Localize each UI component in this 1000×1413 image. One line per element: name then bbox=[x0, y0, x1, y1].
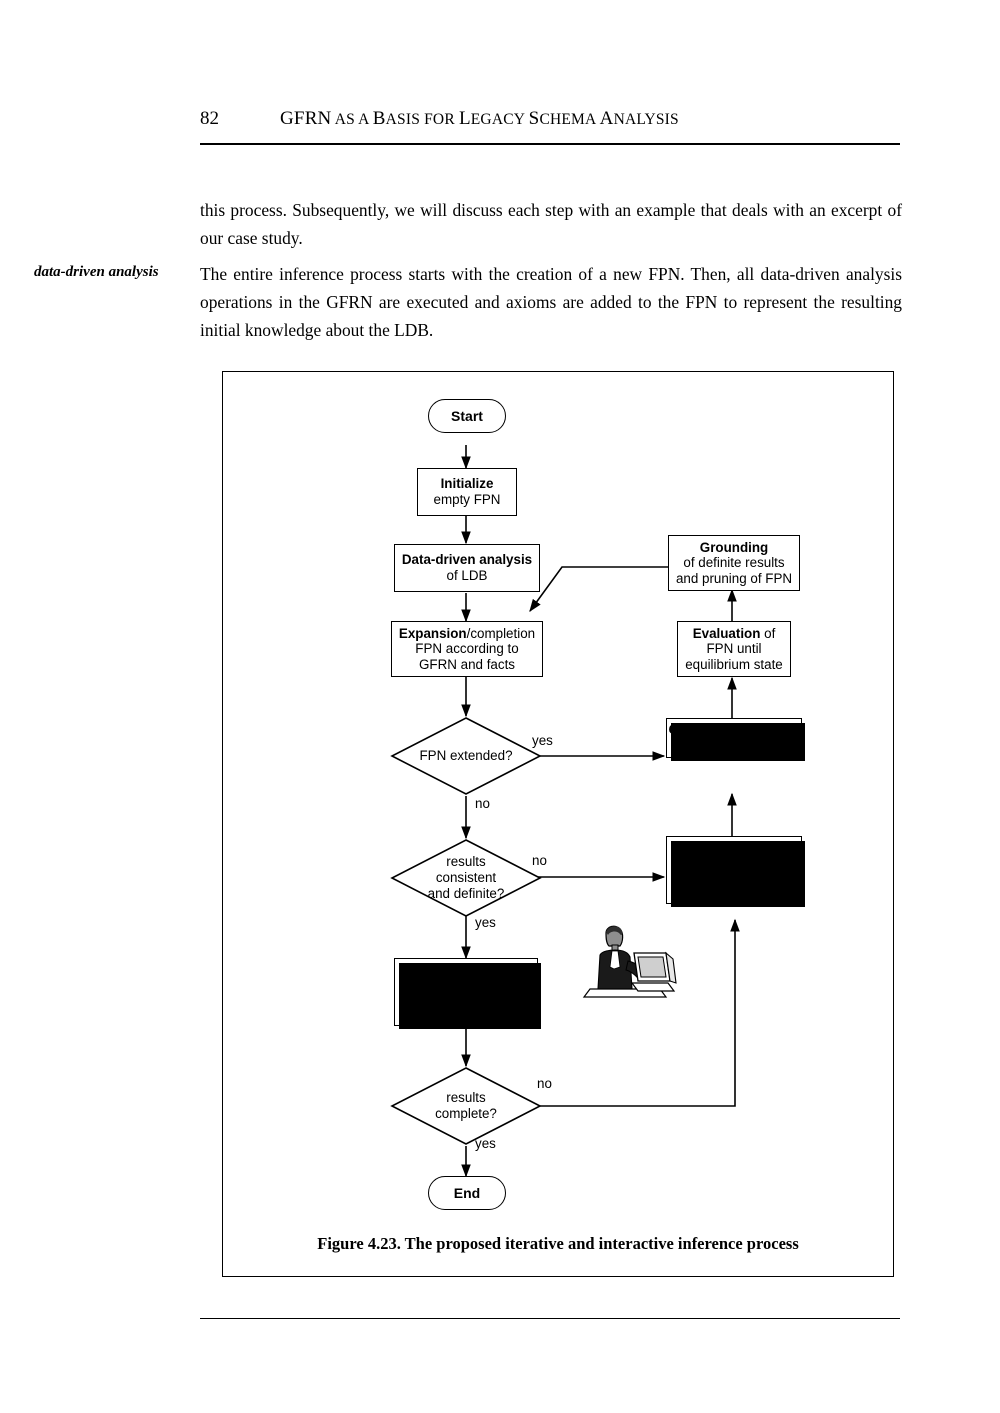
decision-results-complete-label: results complete? bbox=[435, 1090, 497, 1121]
flowchart bbox=[222, 371, 894, 1277]
node-expansion bbox=[391, 621, 543, 677]
node-evaluation bbox=[677, 621, 791, 677]
decision-fpn-extended bbox=[390, 716, 542, 796]
paragraph-inference-process: The entire inference process starts with the creation of a new FPN. Then, all data-driven analysis operations in the GFRN are executed and axioms are added to the FPN to represent the resulting initial knowledge about the LDB. bbox=[200, 264, 902, 340]
decision-results-consistent bbox=[390, 838, 542, 918]
flowchart-connectors bbox=[222, 371, 894, 1277]
node-evaluation-title-rest: of bbox=[760, 625, 776, 641]
node-user-dialog-input-title: User dialog bbox=[697, 839, 771, 854]
page-number: 82 bbox=[200, 108, 219, 129]
paragraph-intro: this process. Subsequently, we will discuss each step with an example that deals with an excerpt of our case study. bbox=[200, 200, 902, 248]
node-initialize-sub: empty FPN bbox=[433, 492, 501, 507]
node-user-dialog-input-sub: input of new hypotheses and definite facts bbox=[683, 854, 785, 901]
node-start-label: Start bbox=[451, 407, 483, 424]
node-evaluation-title: Evaluation bbox=[692, 625, 761, 641]
margin-note: data-driven analysis bbox=[34, 264, 159, 280]
node-grounding bbox=[668, 535, 800, 591]
node-initialize bbox=[417, 468, 517, 516]
edge-label-complete-yes: yes bbox=[475, 1136, 496, 1151]
node-grounding-sub: of definite results and pruning of FPN bbox=[675, 555, 793, 586]
node-evaluation-sub: FPN until equilibrium state bbox=[685, 641, 783, 672]
edge-label-consistent-no: no bbox=[532, 853, 547, 868]
decision-results-consistent-label: results consistent and definite? bbox=[427, 854, 505, 901]
node-user-dialog-present-title: User dialog bbox=[429, 961, 503, 976]
user-at-computer-icon bbox=[570, 923, 680, 1015]
node-user-dialog-present-sub: presentation of resulting physical schema bbox=[416, 976, 516, 1023]
page-header bbox=[200, 108, 900, 130]
edge-label-consistent-yes: yes bbox=[475, 915, 496, 930]
node-start bbox=[428, 399, 506, 433]
node-expansion-sub: FPN according to GFRN and facts bbox=[415, 641, 519, 672]
running-title: GFRN AS A BASIS FOR LEGACY SCHEMA ANALYSIS bbox=[280, 108, 679, 129]
node-data-driven-title: Data-driven analysis bbox=[401, 551, 533, 567]
node-user-dialog-presentation bbox=[394, 958, 538, 1026]
node-end bbox=[428, 1176, 506, 1210]
footer-rule bbox=[200, 1318, 900, 1319]
edge-label-fpn-extended-yes: yes bbox=[532, 733, 553, 748]
node-goal-driven-sub: of LDB bbox=[713, 738, 755, 753]
header-rule bbox=[200, 143, 900, 145]
node-end-label: End bbox=[453, 1184, 481, 1201]
node-expansion-title-rest: /completion bbox=[466, 625, 536, 641]
node-data-driven-analysis bbox=[394, 544, 540, 592]
node-expansion-title: Expansion bbox=[398, 625, 467, 641]
node-initialize-title: Initialize bbox=[440, 475, 494, 491]
figure-caption: Figure 4.23. The proposed iterative and interactive inference process bbox=[317, 1234, 799, 1253]
decision-fpn-extended-label: FPN extended? bbox=[419, 747, 513, 763]
edge-label-fpn-extended-no: no bbox=[475, 796, 490, 811]
node-grounding-title: Grounding bbox=[699, 539, 769, 555]
decision-results-complete bbox=[390, 1066, 542, 1146]
node-goal-driven-analysis bbox=[666, 718, 802, 758]
node-data-driven-sub: of LDB bbox=[446, 568, 488, 583]
node-goal-driven-title: Goal-driven analysis bbox=[668, 721, 800, 737]
edge-label-complete-no: no bbox=[537, 1076, 552, 1091]
user-at-computer-illustration bbox=[570, 923, 680, 1020]
node-user-dialog-input bbox=[666, 836, 802, 904]
